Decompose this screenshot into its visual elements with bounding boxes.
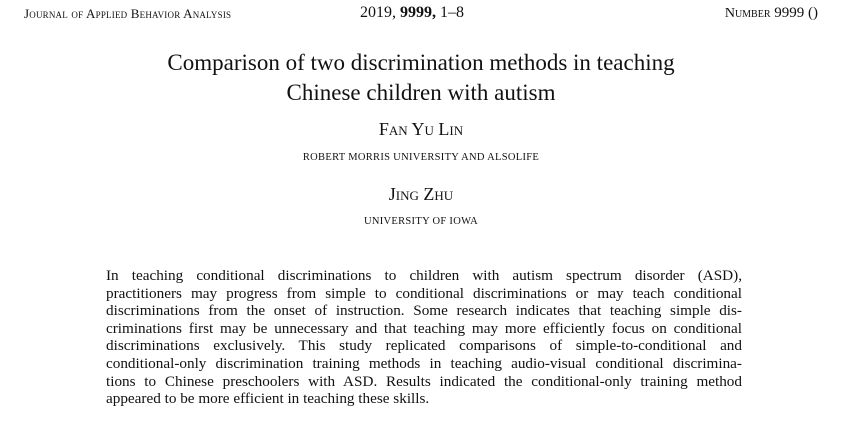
citation-volume: 9999,: [400, 4, 436, 21]
abstract-line: In teaching conditional discriminations to children with autism spectrum disorder (ASD),: [106, 267, 742, 284]
author-name: Fan Yu Lin: [378, 119, 464, 139]
title-line-1: Comparison of two discrimination methods in teaching: [167, 50, 675, 75]
citation-pages: 1–8: [440, 4, 464, 21]
journal-name: Journal of Applied Behavior Analysis: [24, 6, 232, 21]
abstract-line: conditional-only discrimination training methods in teaching audio-visual conditional discrimina-: [106, 354, 742, 372]
issue-number: [725, 5, 818, 22]
citation-year: 2019,: [360, 4, 396, 21]
abstract-line: tions to Chinese preschoolers with ASD. Results indicated the conditional-only training method: [106, 372, 742, 390]
author-affiliation: UNIVERSITY OF IOWA: [363, 216, 479, 227]
issue-number-value: 9999 (): [774, 5, 818, 21]
abstract-line: discriminations from the onset of instruction. Some research indicates that teaching simple dis-: [106, 302, 742, 320]
running-head: [0, 4, 842, 24]
abstract-line: discriminations exclusively. This study replicated comparisons of simple-to-conditional and: [106, 337, 742, 355]
citation: [360, 4, 464, 22]
title-line-2: Chinese children with autism: [286, 80, 556, 105]
abstract: [106, 267, 742, 408]
abstract-line: practitioners may progress from simple to conditional discriminations or may teach conditional: [106, 284, 742, 302]
article-title: [0, 48, 842, 108]
author-name: Jing Zhu: [388, 184, 454, 204]
author-affiliation: ROBERT MORRIS UNIVERSITY AND ALSOLIFE: [302, 152, 540, 163]
abstract-line: appeared to be more efficient in teaching these skills.: [106, 390, 430, 408]
issue-number-label: Number: [724, 6, 771, 21]
abstract-line: criminations first may be unnecessary and that teaching may more efficiently focus on conditional: [106, 319, 742, 337]
